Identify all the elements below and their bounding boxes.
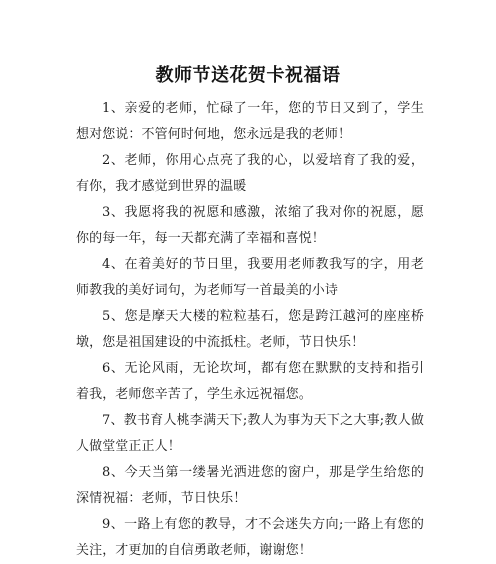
paragraph-2: 2、老师，你用心点亮了我的心，以爱培育了我的爱，有你，我才感觉到世界的温暖 — [76, 153, 424, 194]
paragraph-8: 8、今天当第一缕暑光洒进您的窗户，那是学生给您的深情祝福：老师，节日快乐！ — [76, 465, 424, 506]
document-body — [76, 96, 424, 564]
paragraph-4: 4、在着美好的节日里，我要用老师教我写的字，用老师教我的美好词句，为老师写一首最美的小诗 — [76, 257, 424, 298]
paragraph-7: 7、教书育人桃李满天下;教人为事为天下之大事;教人做人做堂堂正正人！ — [76, 413, 424, 454]
paragraph-1: 1、亲爱的老师，忙碌了一年，您的节日又到了，学生想对您说：不管何时何地，您永远是我的老师！ — [76, 101, 424, 142]
paragraph-9: 9、一路上有您的教导，才不会迷失方向;一路上有您的关注，才更加的自信勇敢老师，谢谢您！ — [76, 517, 424, 558]
paragraph-3: 3、我愿将我的祝愿和感激，浓缩了我对你的祝愿，愿你的每一年，每一天都充满了幸福和喜悦！ — [76, 205, 424, 246]
document-title: 教师节送花贺卡祝福语 — [155, 65, 341, 86]
paragraph-5: 5、您是摩天大楼的粒粒基石，您是跨江越河的座座桥墩，您是祖国建设的中流抵柱。老师，节日快乐！ — [76, 309, 424, 350]
paragraph-6: 6、无论风雨，无论坎坷，都有您在默默的支持和指引着我，老师您辛苦了，学生永远祝福您。 — [76, 361, 424, 402]
